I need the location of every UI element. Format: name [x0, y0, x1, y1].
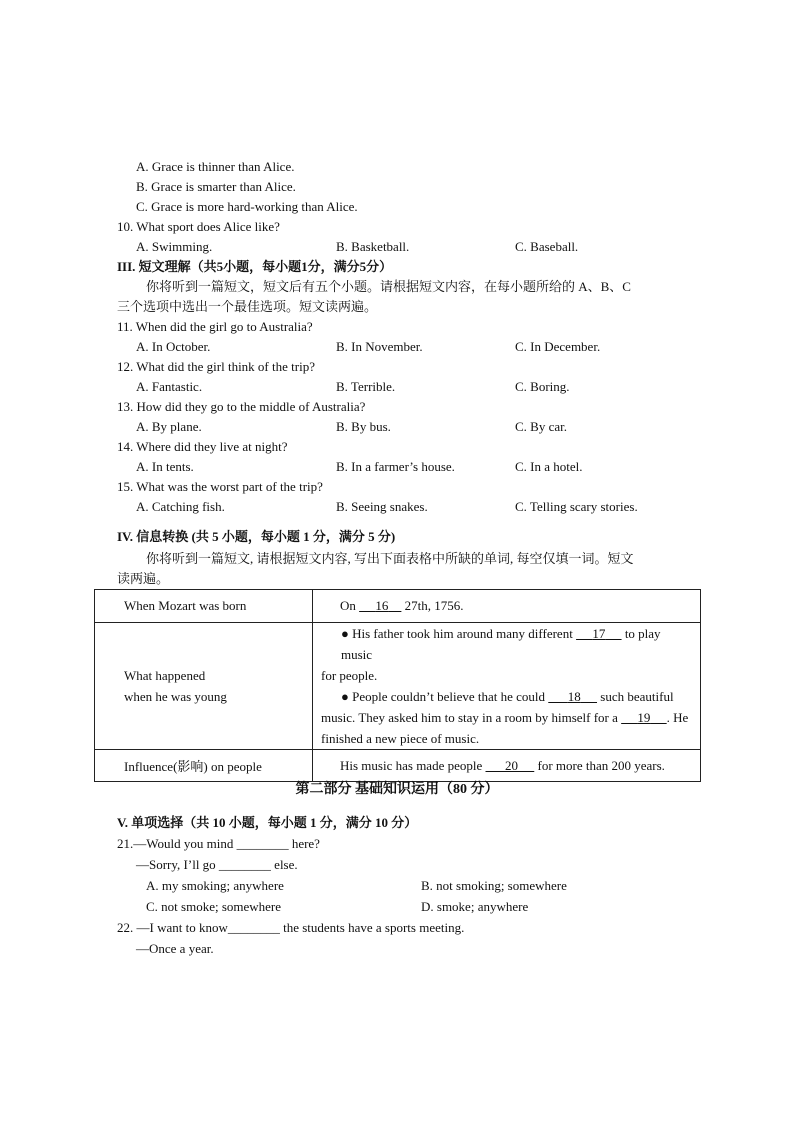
q12-option-b: B. Terrible.	[336, 379, 396, 394]
section-5-heading: V. 单项选择（共 10 小题，每小题 1 分，满分 10 分）	[117, 815, 418, 830]
row3-pre: His music has made people	[340, 757, 486, 773]
row1-content	[313, 590, 701, 623]
row2-label-line1: What happened	[124, 668, 206, 683]
q21-line1: 21.—Would you mind ________ here?	[117, 836, 320, 851]
q21-option-c: C. not smoke; somewhere	[146, 899, 282, 914]
table-row	[95, 590, 701, 623]
section-4-instruction-line1: 你将听到一篇短文, 请根据短文内容, 写出下面表格中所缺的单词, 每空仅填一词。短文	[146, 551, 634, 566]
q10-option-c: C. Baseball.	[515, 239, 579, 254]
q21-option-a: A. my smoking; anywhere	[146, 878, 284, 893]
blank-17-number: 17	[592, 626, 606, 641]
section-3-heading: III. 短文理解（共5小题，每小题1分，满分5分）	[117, 259, 393, 274]
blank-20	[486, 758, 535, 773]
blank-19-number: 19	[637, 710, 651, 725]
row1-post: 27th, 1756.	[401, 598, 464, 613]
blank-18	[548, 689, 597, 704]
row3-label: Influence(影响) on people	[95, 750, 313, 782]
q10-option-a: A. Swimming.	[136, 239, 213, 254]
row2-content	[313, 623, 701, 750]
q13-option-b: B. By bus.	[336, 419, 391, 434]
row2-bullet-a	[321, 623, 692, 665]
q13-option-c: C. By car.	[515, 419, 567, 434]
q14-option-c: C. In a hotel.	[515, 459, 583, 474]
q14-question: 14. Where did they live at night?	[117, 439, 288, 454]
q10-question: 10. What sport does Alice like?	[117, 219, 280, 234]
q12-option-a: A. Fantastic.	[136, 379, 203, 394]
q13-option-a: A. By plane.	[136, 419, 202, 434]
q12-question: 12. What did the girl think of the trip?	[117, 359, 315, 374]
row1-label: When Mozart was born	[95, 590, 313, 623]
part-2-title: 第二部分 基础知识运用（80 分）	[295, 782, 499, 797]
row2-label-line2: when he was young	[124, 689, 227, 704]
row2-b-pre: ● People couldn’t believe that he could	[341, 689, 549, 704]
blank-18-number: 18	[567, 689, 581, 704]
row3-post: for more than 200 years.	[534, 757, 665, 773]
q11-option-a: A. In October.	[136, 339, 211, 354]
row2-label	[95, 623, 313, 750]
blank-17	[576, 626, 622, 641]
q11-option-b: B. In November.	[336, 339, 423, 354]
row1-pre: On	[340, 598, 360, 613]
q11-option-c: C. In December.	[515, 339, 601, 354]
q15-option-b: B. Seeing snakes.	[336, 499, 428, 514]
q10-option-b: B. Basketball.	[336, 239, 410, 254]
blank-16-number: 16	[375, 598, 389, 613]
info-table	[94, 589, 701, 782]
q22-line1: 22. —I want to know________ the students have a sports meeting.	[117, 920, 465, 935]
q9-option-c: C. Grace is more hard-working than Alice.	[136, 199, 358, 214]
q15-question: 15. What was the worst part of the trip?	[117, 479, 323, 494]
section-4-instruction-line2: 读两遍。	[117, 571, 170, 586]
row2-b-line2-pre: music. They asked him to stay in a room by himself for a	[321, 710, 622, 725]
blank-19	[621, 710, 667, 725]
q12-option-c: C. Boring.	[515, 379, 570, 394]
q15-option-c: C. Telling scary stories.	[515, 499, 638, 514]
row2-b-line2	[321, 707, 692, 728]
table-row	[95, 750, 701, 782]
row2-a-post: to play music	[341, 626, 661, 662]
row2-b-post: such beautiful	[597, 689, 674, 704]
row2-b-line3: finished a new piece of music.	[321, 731, 480, 746]
q11-question: 11. When did the girl go to Australia?	[117, 319, 313, 334]
row2-bullet-b	[321, 686, 692, 707]
blank-16	[359, 598, 401, 613]
q14-option-b: B. In a farmer’s house.	[336, 459, 455, 474]
q21-option-d: D. smoke; anywhere	[421, 899, 529, 914]
q22-line2: —Once a year.	[136, 941, 214, 956]
section-3-instruction-line2: 三个选项中选出一个最佳选项。短文读两遍。	[117, 299, 378, 314]
q21-line2: —Sorry, I’ll go ________ else.	[136, 857, 298, 872]
q9-option-a: A. Grace is thinner than Alice.	[136, 159, 295, 174]
section-4-heading: IV. 信息转换 (共 5 小题，每小题 1 分，满分 5 分)	[117, 529, 396, 544]
row3-content	[313, 750, 701, 782]
q13-question: 13. How did they go to the middle of Australia?	[117, 399, 366, 414]
table-row	[95, 623, 701, 750]
blank-20-number: 20	[505, 757, 518, 773]
q21-option-b: B. not smoking; somewhere	[421, 878, 567, 893]
row2-a-pre: ● His father took him around many different	[341, 626, 577, 641]
q14-option-a: A. In tents.	[136, 459, 194, 474]
row2-a-line2: for people.	[321, 668, 378, 683]
section-3-instruction-line1: 你将听到一篇短文，短文后有五个小题。请根据短文内容，在每小题所给的 A、B、C	[146, 279, 631, 294]
q9-option-b: B. Grace is smarter than Alice.	[136, 179, 296, 194]
q15-option-a: A. Catching fish.	[136, 499, 225, 514]
row2-b-line2-post: . He	[666, 710, 689, 725]
